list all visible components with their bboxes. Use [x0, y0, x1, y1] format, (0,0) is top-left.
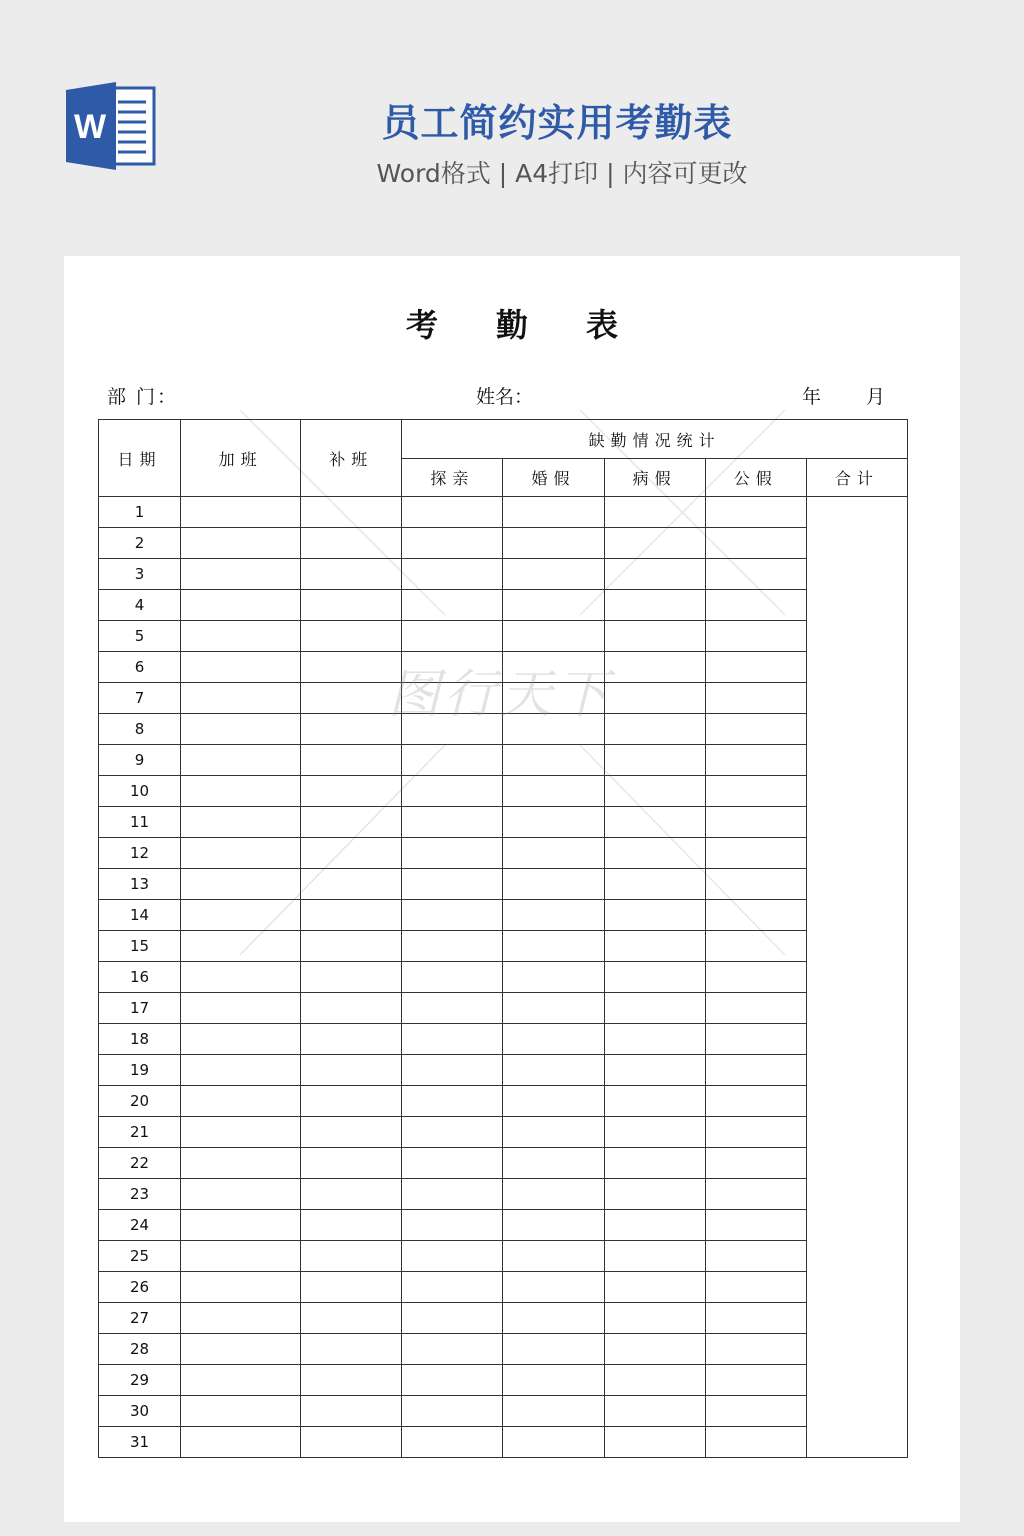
entry-cell[interactable] [705, 1210, 806, 1241]
day-number: 30 [99, 1396, 181, 1427]
entry-cell[interactable] [705, 1179, 806, 1210]
entry-cell[interactable] [705, 1272, 806, 1303]
entry-cell[interactable] [181, 714, 301, 745]
entry-cell[interactable] [301, 962, 402, 993]
table-row [99, 1241, 908, 1272]
day-number: 20 [99, 1086, 181, 1117]
table-row [99, 1086, 908, 1117]
header-family-visit: 探亲 [402, 459, 503, 497]
entry-cell[interactable] [705, 1086, 806, 1117]
table-row [99, 807, 908, 838]
entry-cell[interactable] [503, 528, 604, 559]
entry-cell[interactable] [301, 559, 402, 590]
table-row [99, 1055, 908, 1086]
entry-cell[interactable] [604, 1086, 705, 1117]
entry-cell[interactable] [705, 1055, 806, 1086]
entry-cell[interactable] [301, 1365, 402, 1396]
entry-cell[interactable] [402, 683, 503, 714]
entry-cell[interactable] [402, 1272, 503, 1303]
entry-cell[interactable] [705, 1334, 806, 1365]
table-row [99, 559, 908, 590]
day-number: 1 [99, 497, 181, 528]
table-row [99, 1148, 908, 1179]
entry-cell[interactable] [503, 931, 604, 962]
entry-cell[interactable] [705, 900, 806, 931]
day-number: 3 [99, 559, 181, 590]
entry-cell[interactable] [181, 1210, 301, 1241]
table-row [99, 1210, 908, 1241]
entry-cell[interactable] [705, 931, 806, 962]
day-number: 28 [99, 1334, 181, 1365]
day-number: 31 [99, 1427, 181, 1458]
entry-cell[interactable] [503, 1086, 604, 1117]
table-row [99, 869, 908, 900]
entry-cell[interactable] [301, 807, 402, 838]
entry-cell[interactable] [705, 962, 806, 993]
entry-cell[interactable] [181, 590, 301, 621]
entry-cell[interactable] [181, 838, 301, 869]
table-row [99, 1272, 908, 1303]
table-row [99, 652, 908, 683]
entry-cell[interactable] [301, 1086, 402, 1117]
name-label: 姓名： [476, 386, 534, 408]
table-row [99, 838, 908, 869]
day-number: 10 [99, 776, 181, 807]
entry-cell[interactable] [604, 1365, 705, 1396]
entry-cell[interactable] [604, 621, 705, 652]
entry-cell[interactable] [705, 1148, 806, 1179]
watermark: 图行天下 [388, 665, 613, 725]
entry-cell[interactable] [181, 1055, 301, 1086]
day-number: 2 [99, 528, 181, 559]
entry-cell[interactable] [181, 1241, 301, 1272]
entry-cell[interactable] [604, 497, 705, 528]
entry-cell[interactable] [503, 1396, 604, 1427]
entry-cell[interactable] [503, 1303, 604, 1334]
entry-cell[interactable] [402, 621, 503, 652]
entry-cell[interactable] [402, 590, 503, 621]
day-number: 8 [99, 714, 181, 745]
day-number: 25 [99, 1241, 181, 1272]
header-makeup: 补班 [301, 420, 402, 497]
entry-cell[interactable] [503, 1365, 604, 1396]
day-number: 19 [99, 1055, 181, 1086]
entry-cell[interactable] [705, 1365, 806, 1396]
entry-cell[interactable] [604, 1427, 705, 1458]
day-number: 18 [99, 1024, 181, 1055]
document-title: 考勤表 [405, 306, 676, 344]
entry-cell[interactable] [301, 776, 402, 807]
entry-cell[interactable] [604, 900, 705, 931]
entry-cell[interactable] [301, 1117, 402, 1148]
entry-cell[interactable] [705, 745, 806, 776]
entry-cell[interactable] [604, 1272, 705, 1303]
entry-cell[interactable] [181, 1396, 301, 1427]
entry-cell[interactable] [705, 714, 806, 745]
entry-cell[interactable] [402, 1179, 503, 1210]
entry-cell[interactable] [503, 590, 604, 621]
entry-cell[interactable] [301, 497, 402, 528]
day-number: 29 [99, 1365, 181, 1396]
table-row [99, 590, 908, 621]
day-number: 6 [99, 652, 181, 683]
entry-cell[interactable] [503, 1117, 604, 1148]
day-number: 27 [99, 1303, 181, 1334]
entry-cell[interactable] [705, 1024, 806, 1055]
entry-cell[interactable] [604, 652, 705, 683]
table-row [99, 1365, 908, 1396]
entry-cell[interactable] [705, 807, 806, 838]
entry-cell[interactable] [181, 1303, 301, 1334]
entry-cell[interactable] [604, 776, 705, 807]
entry-cell[interactable] [301, 590, 402, 621]
entry-cell[interactable] [503, 1272, 604, 1303]
header-sick-leave: 病假 [604, 459, 705, 497]
entry-cell[interactable] [402, 931, 503, 962]
entry-cell[interactable] [503, 1024, 604, 1055]
attendance-table [98, 419, 908, 1458]
table-row [99, 528, 908, 559]
year-label: 年 [802, 386, 822, 408]
entry-cell[interactable] [402, 838, 503, 869]
entry-cell[interactable] [705, 559, 806, 590]
entry-cell[interactable] [301, 621, 402, 652]
entry-cell[interactable] [503, 807, 604, 838]
entry-cell[interactable] [181, 621, 301, 652]
svg-text:W: W [73, 108, 107, 146]
day-number: 11 [99, 807, 181, 838]
entry-cell[interactable] [301, 1396, 402, 1427]
entry-cell[interactable] [705, 1427, 806, 1458]
entry-cell[interactable] [402, 1055, 503, 1086]
entry-cell[interactable] [705, 838, 806, 869]
table-row [99, 931, 908, 962]
entry-cell[interactable] [604, 838, 705, 869]
entry-cell[interactable] [402, 528, 503, 559]
entry-cell[interactable] [181, 1365, 301, 1396]
entry-cell[interactable] [181, 931, 301, 962]
entry-cell[interactable] [705, 993, 806, 1024]
day-number: 13 [99, 869, 181, 900]
day-number: 4 [99, 590, 181, 621]
entry-cell[interactable] [402, 1365, 503, 1396]
entry-cell[interactable] [301, 1024, 402, 1055]
entry-cell[interactable] [301, 1148, 402, 1179]
header-overtime: 加班 [181, 420, 301, 497]
day-number: 21 [99, 1117, 181, 1148]
table-row [99, 621, 908, 652]
entry-cell[interactable] [301, 1210, 402, 1241]
entry-cell[interactable] [402, 1396, 503, 1427]
table-row [99, 1024, 908, 1055]
table-row [99, 900, 908, 931]
department-label: 部 门： [107, 386, 179, 408]
entry-cell[interactable] [503, 962, 604, 993]
day-number: 15 [99, 931, 181, 962]
entry-cell[interactable] [705, 621, 806, 652]
day-number: 23 [99, 1179, 181, 1210]
table-row [99, 683, 908, 714]
day-number: 14 [99, 900, 181, 931]
entry-cell[interactable] [301, 931, 402, 962]
day-number: 22 [99, 1148, 181, 1179]
entry-cell[interactable] [503, 1148, 604, 1179]
entry-cell[interactable] [604, 1179, 705, 1210]
entry-cell[interactable] [604, 1148, 705, 1179]
entry-cell[interactable] [301, 1241, 402, 1272]
entry-cell[interactable] [181, 869, 301, 900]
entry-cell[interactable] [503, 652, 604, 683]
entry-cell[interactable] [301, 838, 402, 869]
table-row [99, 1427, 908, 1458]
entry-cell[interactable] [705, 590, 806, 621]
entry-cell[interactable] [181, 1334, 301, 1365]
day-number: 17 [99, 993, 181, 1024]
day-number: 24 [99, 1210, 181, 1241]
entry-cell[interactable] [181, 1086, 301, 1117]
entry-cell[interactable] [181, 1117, 301, 1148]
entry-cell[interactable] [402, 962, 503, 993]
entry-cell[interactable] [181, 559, 301, 590]
entry-cell[interactable] [402, 1241, 503, 1272]
entry-cell[interactable] [301, 869, 402, 900]
total-cell[interactable] [806, 497, 907, 1458]
entry-cell[interactable] [503, 745, 604, 776]
entry-cell[interactable] [503, 838, 604, 869]
entry-cell[interactable] [503, 1241, 604, 1272]
table-row [99, 714, 908, 745]
entry-cell[interactable] [402, 1148, 503, 1179]
table-row [99, 1396, 908, 1427]
header-date: 日期 [99, 420, 181, 497]
entry-cell[interactable] [301, 1427, 402, 1458]
entry-cell[interactable] [503, 776, 604, 807]
entry-cell[interactable] [402, 497, 503, 528]
table-row [99, 1179, 908, 1210]
entry-cell[interactable] [402, 1303, 503, 1334]
entry-cell[interactable] [301, 1055, 402, 1086]
entry-cell[interactable] [402, 869, 503, 900]
entry-cell[interactable] [301, 714, 402, 745]
entry-cell[interactable] [604, 745, 705, 776]
entry-cell[interactable] [604, 869, 705, 900]
day-number: 16 [99, 962, 181, 993]
header-absence-group: 缺勤情况统计 [402, 420, 908, 459]
entry-cell[interactable] [705, 683, 806, 714]
table-row [99, 776, 908, 807]
table-row [99, 1303, 908, 1334]
table-row [99, 1117, 908, 1148]
entry-cell[interactable] [705, 1241, 806, 1272]
entry-cell[interactable] [301, 1272, 402, 1303]
page-subtitle: Word格式 | A4打印 | 内容可更改 [376, 159, 748, 188]
entry-cell[interactable] [181, 993, 301, 1024]
entry-cell[interactable] [402, 900, 503, 931]
entry-cell[interactable] [181, 1272, 301, 1303]
entry-cell[interactable] [604, 1334, 705, 1365]
entry-cell[interactable] [705, 1117, 806, 1148]
entry-cell[interactable] [604, 1117, 705, 1148]
entry-cell[interactable] [503, 621, 604, 652]
entry-cell[interactable] [503, 1210, 604, 1241]
entry-cell[interactable] [181, 807, 301, 838]
entry-cell[interactable] [503, 900, 604, 931]
day-number: 12 [99, 838, 181, 869]
entry-cell[interactable] [181, 745, 301, 776]
entry-cell[interactable] [402, 745, 503, 776]
entry-cell[interactable] [301, 745, 402, 776]
entry-cell[interactable] [604, 1055, 705, 1086]
table-row [99, 993, 908, 1024]
entry-cell[interactable] [301, 993, 402, 1024]
entry-cell[interactable] [181, 1148, 301, 1179]
header-marriage-leave: 婚假 [503, 459, 604, 497]
entry-cell[interactable] [503, 559, 604, 590]
entry-cell[interactable] [604, 1024, 705, 1055]
entry-cell[interactable] [705, 1396, 806, 1427]
entry-cell[interactable] [402, 559, 503, 590]
entry-cell[interactable] [181, 528, 301, 559]
entry-cell[interactable] [503, 497, 604, 528]
entry-cell[interactable] [503, 993, 604, 1024]
entry-cell[interactable] [503, 1334, 604, 1365]
entry-cell[interactable] [301, 652, 402, 683]
entry-cell[interactable] [301, 528, 402, 559]
entry-cell[interactable] [301, 900, 402, 931]
table-row [99, 497, 908, 528]
entry-cell[interactable] [402, 1334, 503, 1365]
entry-cell[interactable] [604, 683, 705, 714]
entry-cell[interactable] [705, 1303, 806, 1334]
page-title: 员工简约实用考勤表 [381, 101, 733, 145]
entry-cell[interactable] [503, 1427, 604, 1458]
entry-cell[interactable] [503, 683, 604, 714]
entry-cell[interactable] [503, 714, 604, 745]
entry-cell[interactable] [181, 1024, 301, 1055]
entry-cell[interactable] [402, 776, 503, 807]
entry-cell[interactable] [402, 652, 503, 683]
entry-cell[interactable] [604, 931, 705, 962]
entry-cell[interactable] [402, 1117, 503, 1148]
day-number: 26 [99, 1272, 181, 1303]
entry-cell[interactable] [181, 962, 301, 993]
entry-cell[interactable] [503, 1179, 604, 1210]
entry-cell[interactable] [503, 1055, 604, 1086]
entry-cell[interactable] [301, 683, 402, 714]
entry-cell[interactable] [402, 1427, 503, 1458]
entry-cell[interactable] [705, 652, 806, 683]
entry-cell[interactable] [402, 1086, 503, 1117]
entry-cell[interactable] [503, 869, 604, 900]
entry-cell[interactable] [705, 869, 806, 900]
table-row [99, 1334, 908, 1365]
table-row [99, 962, 908, 993]
entry-cell[interactable] [181, 652, 301, 683]
entry-cell[interactable] [181, 683, 301, 714]
entry-cell[interactable] [402, 714, 503, 745]
entry-cell[interactable] [705, 497, 806, 528]
day-number: 9 [99, 745, 181, 776]
entry-cell[interactable] [604, 1210, 705, 1241]
month-label: 月 [866, 386, 886, 408]
entry-cell[interactable] [604, 590, 705, 621]
entry-cell[interactable] [705, 528, 806, 559]
entry-cell[interactable] [604, 1303, 705, 1334]
entry-cell[interactable] [402, 1210, 503, 1241]
header-public-leave: 公假 [705, 459, 806, 497]
entry-cell[interactable] [402, 993, 503, 1024]
table-row [99, 745, 908, 776]
entry-cell[interactable] [181, 900, 301, 931]
entry-cell[interactable] [604, 962, 705, 993]
entry-cell[interactable] [402, 1024, 503, 1055]
entry-cell[interactable] [604, 714, 705, 745]
day-number: 7 [99, 683, 181, 714]
entry-cell[interactable] [604, 807, 705, 838]
entry-cell[interactable] [181, 1179, 301, 1210]
entry-cell[interactable] [181, 497, 301, 528]
entry-cell[interactable] [301, 1179, 402, 1210]
day-number: 5 [99, 621, 181, 652]
entry-cell[interactable] [301, 1334, 402, 1365]
entry-cell[interactable] [181, 776, 301, 807]
entry-cell[interactable] [181, 1427, 301, 1458]
entry-cell[interactable] [604, 1396, 705, 1427]
entry-cell[interactable] [604, 1241, 705, 1272]
header-banner [0, 0, 1024, 256]
entry-cell[interactable] [604, 528, 705, 559]
entry-cell[interactable] [402, 807, 503, 838]
entry-cell[interactable] [705, 776, 806, 807]
entry-cell[interactable] [604, 559, 705, 590]
header-total: 合计 [806, 459, 907, 497]
entry-cell[interactable] [604, 993, 705, 1024]
entry-cell[interactable] [301, 1303, 402, 1334]
